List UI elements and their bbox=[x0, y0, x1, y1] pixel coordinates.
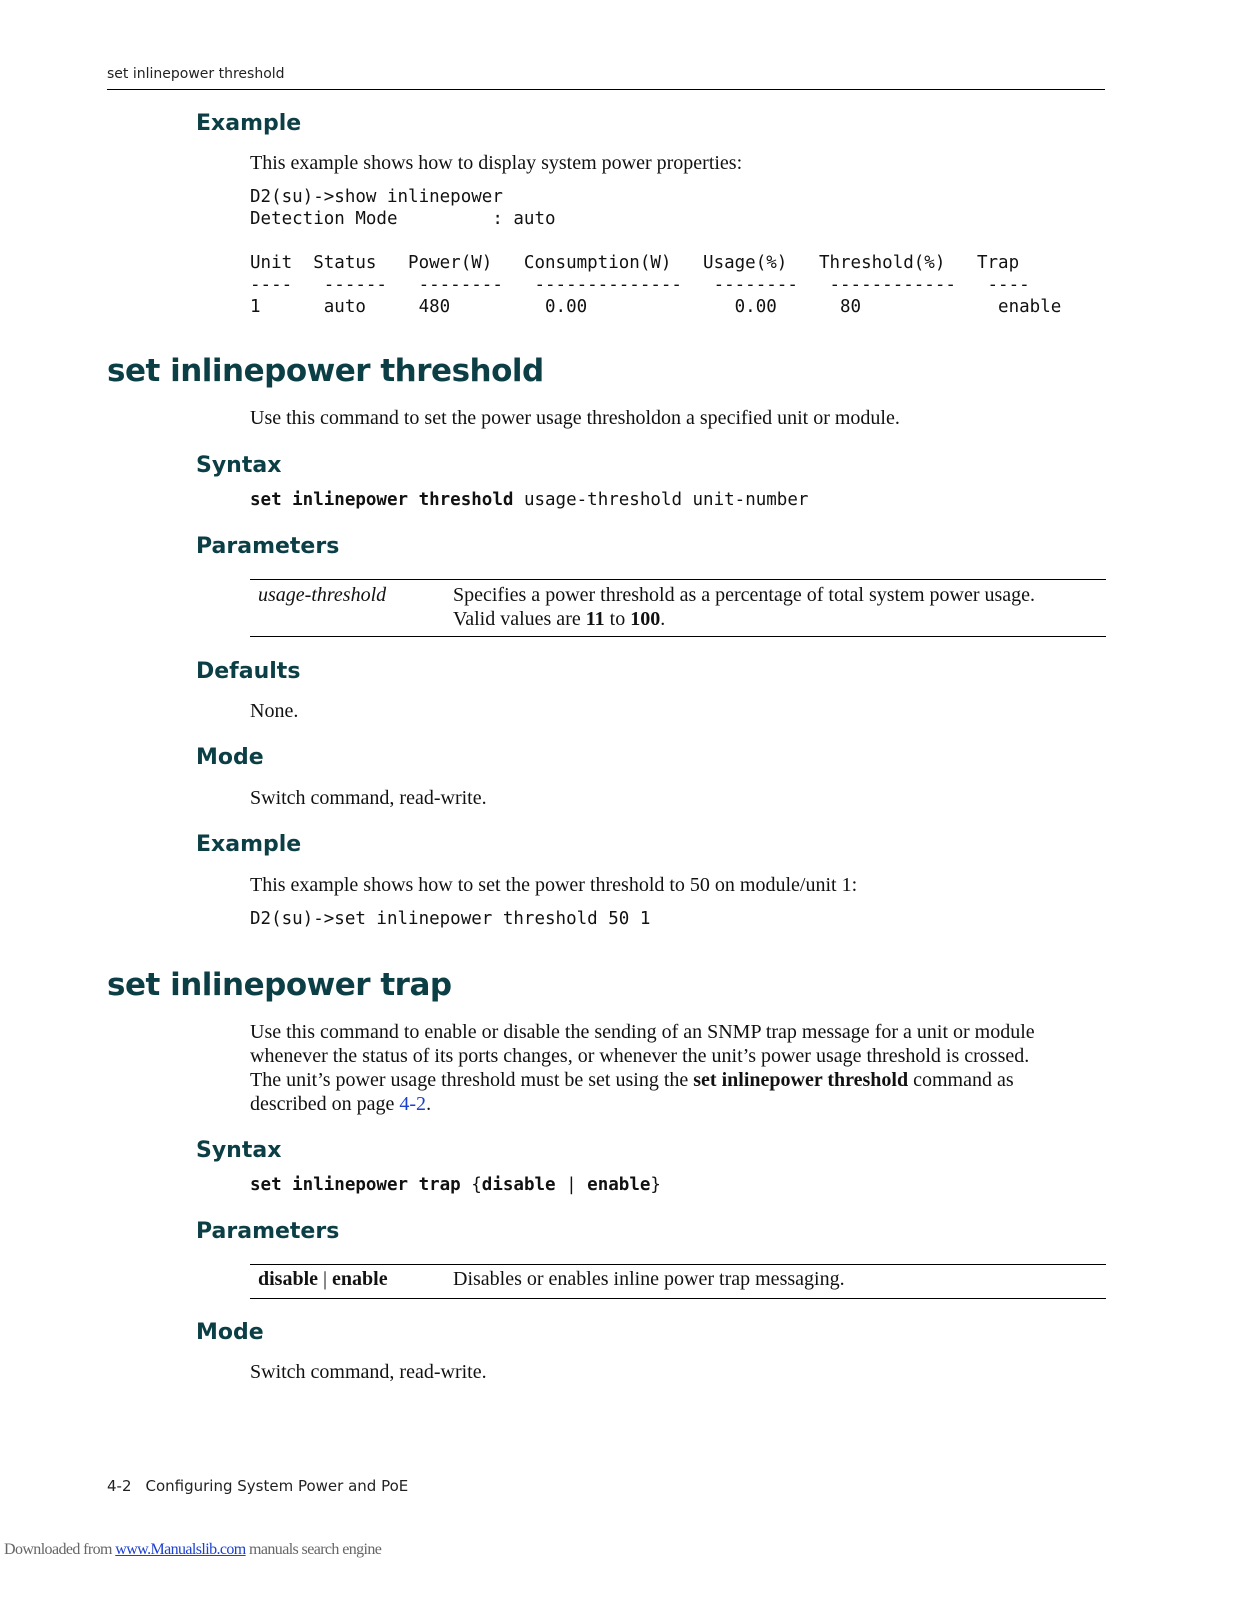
section-heading-mode: Mode bbox=[196, 1320, 264, 1345]
section-heading-syntax: Syntax bbox=[196, 1138, 282, 1163]
threshold-description: Use this command to set the power usage thresholdon a specified unit or module. bbox=[250, 407, 900, 429]
table-rule-bottom bbox=[250, 1298, 1106, 1299]
code-line: D2(su)->show inlinepower bbox=[250, 187, 503, 207]
header-rule bbox=[107, 89, 1105, 90]
page-footer bbox=[107, 1477, 408, 1495]
threshold-syntax bbox=[250, 489, 808, 511]
trap-syntax bbox=[250, 1174, 661, 1196]
param-max-value: 100 bbox=[630, 608, 661, 630]
param-separator: | bbox=[318, 1268, 333, 1290]
desc-line: whenever the status of its ports changes, or whenever the unit’s power usage threshold is crossed. bbox=[250, 1045, 1030, 1067]
syntax-option-enable: enable bbox=[587, 1175, 651, 1195]
running-header: set inlinepower threshold bbox=[107, 66, 285, 82]
section-heading-parameters: Parameters bbox=[196, 534, 340, 559]
section-heading-example: Example bbox=[196, 832, 302, 857]
code-line: ---- ------ -------- -------------- -------- ------------ ---- bbox=[250, 275, 1030, 295]
mode-text: Switch command, read-write. bbox=[250, 787, 487, 809]
desc-line: Use this command to enable or disable the sending of an SNMP trap message for a unit or module bbox=[250, 1021, 1035, 1043]
section-heading-syntax: Syntax bbox=[196, 453, 282, 478]
section-heading-defaults: Defaults bbox=[196, 659, 301, 684]
page-number: 4-2 bbox=[107, 1477, 132, 1495]
syntax-option-disable: disable bbox=[481, 1175, 556, 1195]
syntax-brace: { bbox=[460, 1175, 482, 1195]
section-heading-mode: Mode bbox=[196, 745, 264, 770]
command-title-threshold: set inlinepower threshold bbox=[107, 353, 544, 389]
param-desc-text: Valid values are bbox=[453, 608, 586, 630]
mode-text: Switch command, read-write. bbox=[250, 1361, 487, 1383]
example-intro: This example shows how to display system power properties: bbox=[250, 152, 743, 174]
param-desc-text: to bbox=[604, 608, 631, 630]
table-rule-top bbox=[250, 1264, 1106, 1265]
desc-line bbox=[250, 1092, 1110, 1116]
param-desc-text: . bbox=[660, 608, 666, 630]
syntax-arguments: usage-threshold unit-number bbox=[513, 490, 809, 510]
example-intro: This example shows how to set the power threshold to 50 on module/unit 1: bbox=[250, 874, 858, 896]
param-desc-line bbox=[453, 607, 1035, 631]
param-option-disable: disable bbox=[258, 1268, 319, 1290]
param-name-disable-enable bbox=[258, 1267, 388, 1291]
banner-text: Downloaded from bbox=[4, 1541, 116, 1558]
desc-text: command as bbox=[908, 1069, 1014, 1091]
param-name-usage-threshold: usage-threshold bbox=[258, 584, 387, 606]
param-option-enable: enable bbox=[332, 1268, 388, 1290]
section-heading-parameters: Parameters bbox=[196, 1219, 340, 1244]
defaults-text: None. bbox=[250, 700, 299, 722]
code-line: Detection Mode : auto bbox=[250, 209, 556, 229]
param-desc-line: Specifies a power threshold as a percentage of total system power usage. bbox=[453, 584, 1036, 606]
command-title-trap: set inlinepower trap bbox=[107, 967, 452, 1003]
code-line: 1 auto 480 0.00 0.00 80 enable bbox=[250, 297, 1062, 317]
syntax-brace: } bbox=[650, 1175, 661, 1195]
code-line: Unit Status Power(W) Consumption(W) Usage(%) Threshold(%) Trap bbox=[250, 253, 1020, 273]
manualslib-link[interactable]: www.Manualslib.com bbox=[115, 1541, 246, 1558]
syntax-separator: | bbox=[555, 1175, 588, 1195]
banner-text: manuals search engine bbox=[245, 1541, 382, 1558]
chapter-title: Configuring System Power and PoE bbox=[145, 1477, 409, 1495]
trap-description bbox=[250, 1020, 1110, 1116]
desc-command-ref: set inlinepower threshold bbox=[693, 1069, 909, 1091]
download-banner bbox=[4, 1541, 381, 1559]
syntax-command: set inlinepower trap bbox=[250, 1175, 461, 1195]
desc-line bbox=[250, 1068, 1110, 1092]
table-rule-top bbox=[250, 579, 1106, 580]
desc-text: The unit’s power usage threshold must be set using the bbox=[250, 1069, 694, 1091]
code-line bbox=[250, 230, 1061, 252]
code-block-set-threshold: D2(su)->set inlinepower threshold 50 1 bbox=[250, 909, 651, 929]
page-ref-link[interactable]: 4-2 bbox=[399, 1093, 427, 1115]
desc-text: described on page bbox=[250, 1093, 400, 1115]
param-desc-usage-threshold bbox=[453, 583, 1035, 631]
param-desc-disable-enable: Disables or enables inline power trap messaging. bbox=[453, 1268, 845, 1290]
table-rule-bottom bbox=[250, 636, 1106, 637]
section-heading-example: Example bbox=[196, 111, 302, 136]
syntax-command: set inlinepower threshold bbox=[250, 490, 514, 510]
code-block-show-inlinepower bbox=[250, 186, 1061, 318]
desc-text: . bbox=[426, 1093, 432, 1115]
param-min-value: 11 bbox=[585, 608, 605, 630]
